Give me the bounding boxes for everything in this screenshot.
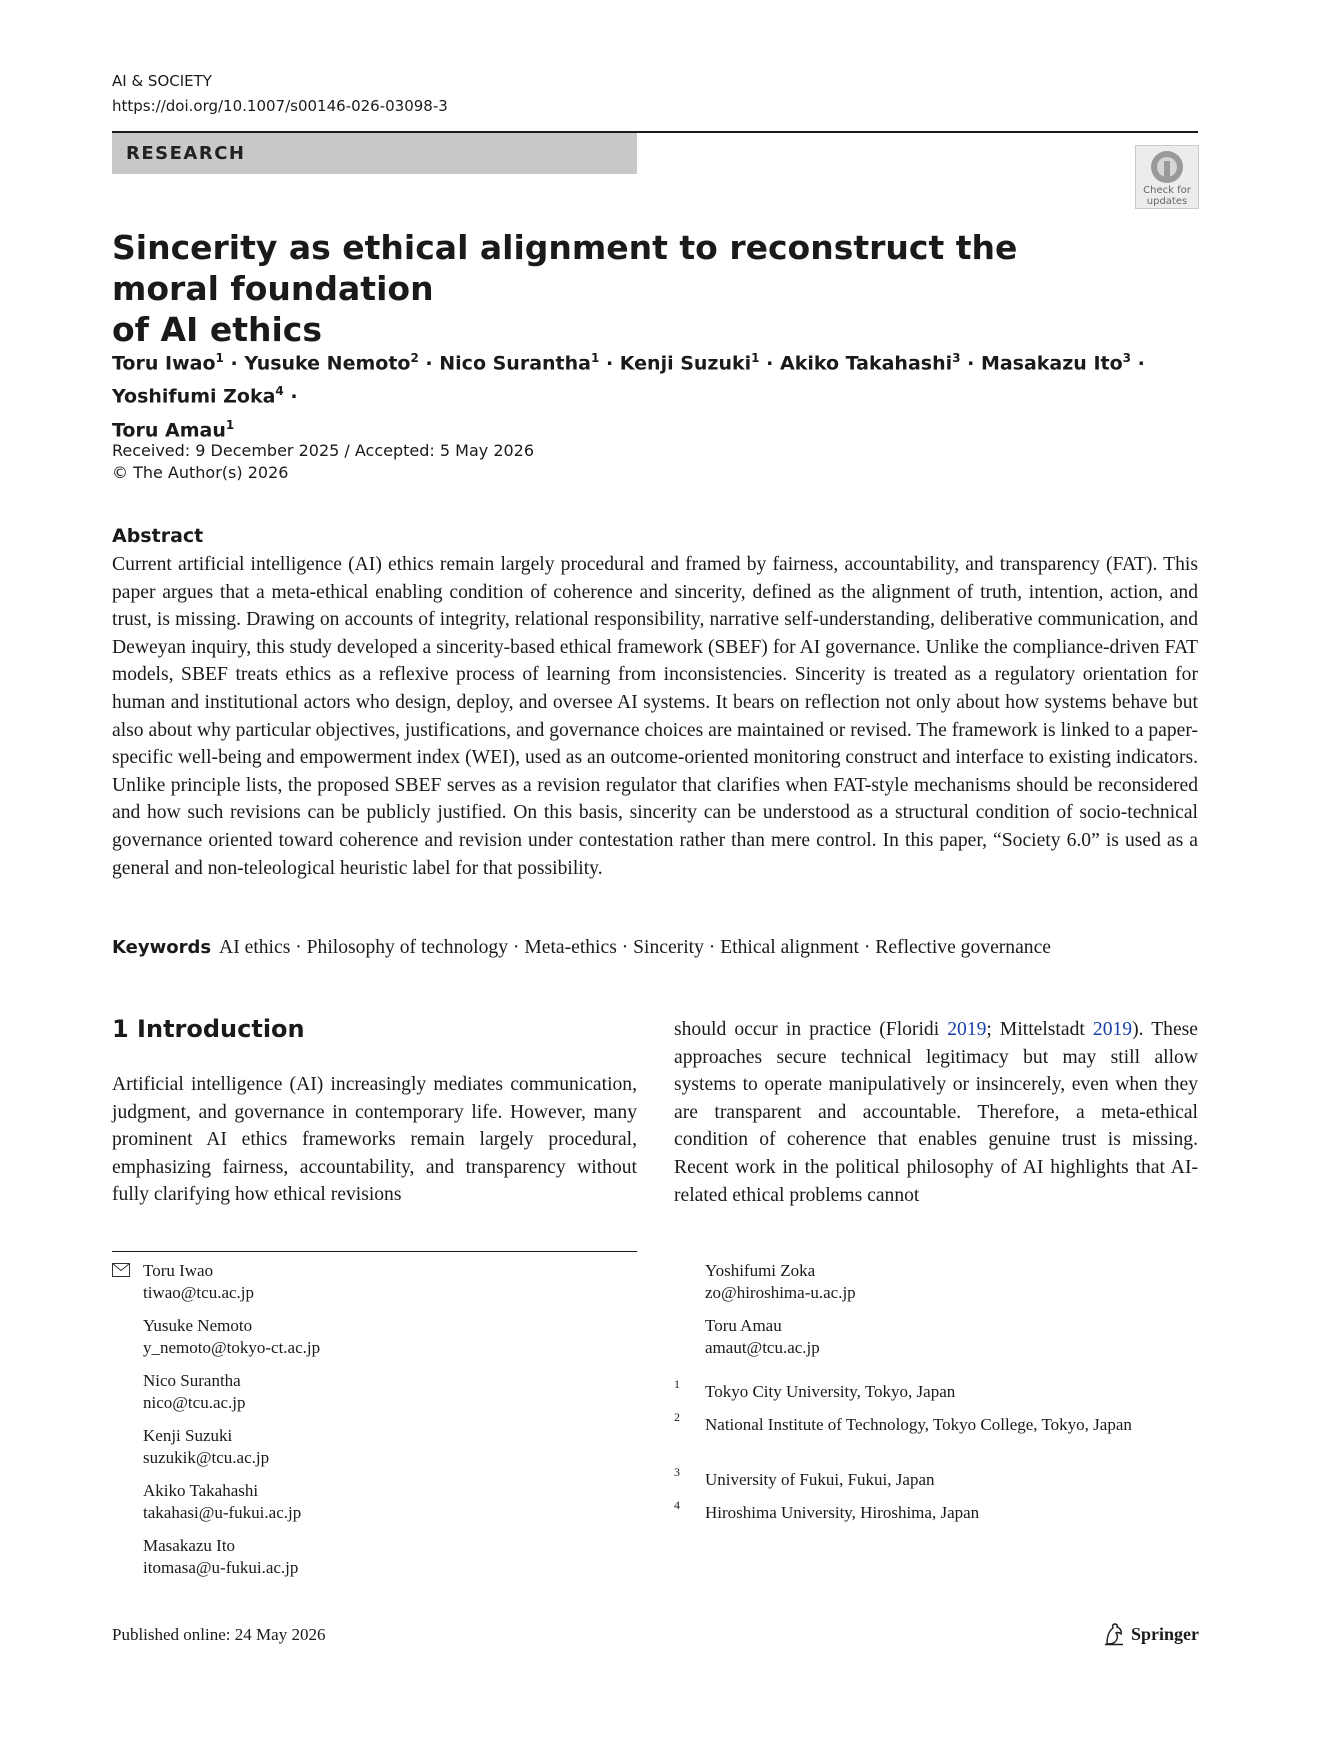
contact-entry (143, 1260, 254, 1304)
contact-email[interactable]: zo@hiroshima-u.ac.jp (705, 1283, 856, 1302)
author-name[interactable]: Toru Amau (112, 418, 226, 441)
author-name[interactable]: Masakazu Ito (980, 352, 1123, 375)
contact-email[interactable]: tiwao@tcu.ac.jp (143, 1283, 255, 1302)
crossmark-label-2: updates (1146, 196, 1188, 207)
intro-left-column: Artificial intelligence (AI) increasingly mediates communication, judgment, and governance in contemporary life. However, many prominent AI ethics frameworks remain largely procedural, emphasizing fairness, accountability, and transparency without fully clarifying how ethical revisions (112, 1074, 637, 1206)
author-affiliation-mark: 1 (590, 351, 600, 365)
contact-email[interactable]: y_nemoto@tokyo-ct.ac.jp (143, 1338, 321, 1357)
crossmark-icon (1149, 149, 1185, 185)
contact-entry (143, 1370, 246, 1414)
citation-floridi-2019[interactable]: 2019 (947, 1019, 987, 1040)
contact-name: Masakazu Ito (143, 1536, 236, 1555)
keywords-line (112, 934, 1202, 962)
footnote-rule (112, 1251, 637, 1252)
contact-entry (143, 1315, 320, 1359)
affiliation-text: University of Fukui, Fukui, Japan (705, 1470, 935, 1489)
author-separator: · (1131, 352, 1145, 375)
journal-name: AI & SOCIETY (112, 72, 212, 90)
author-name[interactable]: Yusuke Nemoto (244, 352, 411, 375)
contact-email[interactable]: takahasi@u-fukui.ac.jp (143, 1503, 302, 1522)
check-for-updates-badge[interactable] (1135, 145, 1199, 209)
author-affiliation-mark: 4 (275, 384, 284, 399)
copyright-line: © The Author(s) 2026 (112, 463, 289, 482)
contact-entry (705, 1315, 820, 1359)
contact-email[interactable]: amaut@tcu.ac.jp (705, 1338, 820, 1357)
author-affiliation-mark: 1 (751, 351, 760, 365)
contact-entry (143, 1535, 298, 1579)
intro-right-text-3: ). These approaches secure technical legitimacy but may still allow systems to operate manipulatively or insincerely, even when they are transparent and accountable. Therefore, a meta-ethical condition of coherence that enables genuine trust is missing. Recent work in the political philosophy of AI highlights that AI-related ethical problems cannot (674, 1019, 1198, 1206)
author-separator: · (283, 385, 298, 408)
contact-name: Yoshifumi Zoka (705, 1261, 816, 1280)
affiliation-number: 4 (674, 1498, 680, 1512)
intro-right-text-2: ; Mittelstadt (986, 1019, 1093, 1040)
author-name[interactable]: Nico Surantha (439, 352, 591, 375)
contact-email[interactable]: nico@tcu.ac.jp (143, 1393, 246, 1412)
publisher-name: Springer (1131, 1623, 1200, 1644)
title-line-1: Sincerity as ethical alignment to reconstruct the moral foundation (112, 228, 1018, 308)
author-affiliation-mark: 1 (225, 417, 235, 432)
keywords-list: AI ethics · Philosophy of technology · Meta-ethics · Sincerity · Ethical alignment · Reflective governance (219, 937, 1051, 958)
citation-mittelstadt-2019[interactable]: 2019 (1092, 1019, 1133, 1040)
author-separator: · (418, 352, 440, 375)
crossmark-label-1: Check for (1143, 185, 1191, 196)
doi-link[interactable]: https://doi.org/10.1007/s00146-026-03098-3 (112, 97, 448, 115)
author-affiliation-mark: 3 (952, 351, 961, 365)
contact-name: Toru Iwao (143, 1261, 214, 1280)
contact-name: Yusuke Nemoto (143, 1316, 253, 1335)
intro-right-column (674, 1016, 1198, 1209)
intro-right-text-1: should occur in practice (Floridi (674, 1019, 948, 1040)
affiliation-number: 1 (674, 1377, 680, 1391)
contact-name: Toru Amau (705, 1316, 782, 1335)
contact-entry (705, 1260, 856, 1304)
affiliation-number: 2 (674, 1410, 680, 1424)
contact-entry (143, 1425, 269, 1469)
affiliation-text: Tokyo City University, Tokyo, Japan (705, 1382, 956, 1401)
author-affiliation-mark: 2 (410, 351, 419, 365)
abstract-heading: Abstract (112, 525, 204, 547)
paper-title (112, 227, 1112, 350)
author-affiliation-mark: 1 (215, 351, 224, 365)
section-label: RESEARCH (112, 133, 637, 174)
author-affiliation-mark: 3 (1122, 351, 1132, 365)
author-name[interactable]: Akiko Takahashi (779, 352, 953, 375)
author-separator: · (223, 352, 245, 375)
springer-horse-icon (1103, 1622, 1125, 1646)
affiliation-text: National Institute of Technology, Tokyo College, Tokyo, Japan (705, 1415, 1132, 1434)
envelope-icon (112, 1263, 130, 1277)
introduction-heading: 1 Introduction (112, 1015, 305, 1043)
affiliation-text: Hiroshima University, Hiroshima, Japan (705, 1503, 980, 1522)
title-line-2: of AI ethics (112, 310, 322, 349)
author-separator: · (599, 352, 620, 375)
contact-name: Akiko Takahashi (143, 1481, 259, 1500)
received-accepted-dates: Received: 9 December 2025 / Accepted: 5 May 2026 (112, 441, 535, 460)
author-name[interactable]: Yoshifumi Zoka (112, 385, 276, 408)
keywords-heading: Keywords (112, 937, 212, 958)
author-list (112, 344, 1202, 444)
author-name[interactable]: Toru Iwao (112, 352, 216, 375)
contact-entry (143, 1480, 301, 1524)
affiliation-number: 3 (674, 1465, 680, 1479)
contact-name: Kenji Suzuki (143, 1426, 233, 1445)
publisher-logo (1103, 1622, 1199, 1646)
author-name[interactable]: Kenji Suzuki (619, 352, 752, 375)
contact-name: Nico Surantha (143, 1371, 241, 1390)
contact-email[interactable]: suzukik@tcu.ac.jp (143, 1448, 270, 1467)
author-separator: · (960, 352, 981, 375)
contact-email[interactable]: itomasa@u-fukui.ac.jp (143, 1558, 299, 1577)
published-online-date: Published online: 24 May 2026 (112, 1625, 326, 1644)
author-separator: · (759, 352, 780, 375)
abstract-body: Current artificial intelligence (AI) ethics remain largely procedural and framed by fairness, accountability, and transparency (FAT). This paper argues that a meta-ethical enabling condition of coherence and sincerity, defined as the alignment of truth, intention, action, and trust, is missing. Drawing on accounts of integrity, relational responsibility, narrative self-understanding, deliberative communication, and Deweyan inquiry, this study developed a sincerity-based ethical framework (SBEF) for AI governance. Unlike the compliance-driven FAT models, SBEF treats ethics as a reflexive process of learning from inconsistencies. Sincerity is treated as a regulatory orientation for human and institutional actors who design, deploy, and oversee AI systems. It bears on reflection not only about how systems behave but also about why particular objectives, justifications, and governance choices are maintained or revised. The framework is linked to a paper-specific well-being and empowerment index (WEI), used as an outcome-oriented monitoring construct and interface to existing indicators. Unlike principle lists, the proposed SBEF serves as a revision regulator that clarifies when FAT-style mechanisms should be reconsidered and how such revisions can be publicly justified. On this basis, sincerity can be understood as a structural condition of socio-technical governance oriented toward coherence and revision under contestation rather than mere control. In this paper, “Society 6.0” is used as a general and non-teleological heuristic label for that possibility. (112, 554, 1199, 879)
